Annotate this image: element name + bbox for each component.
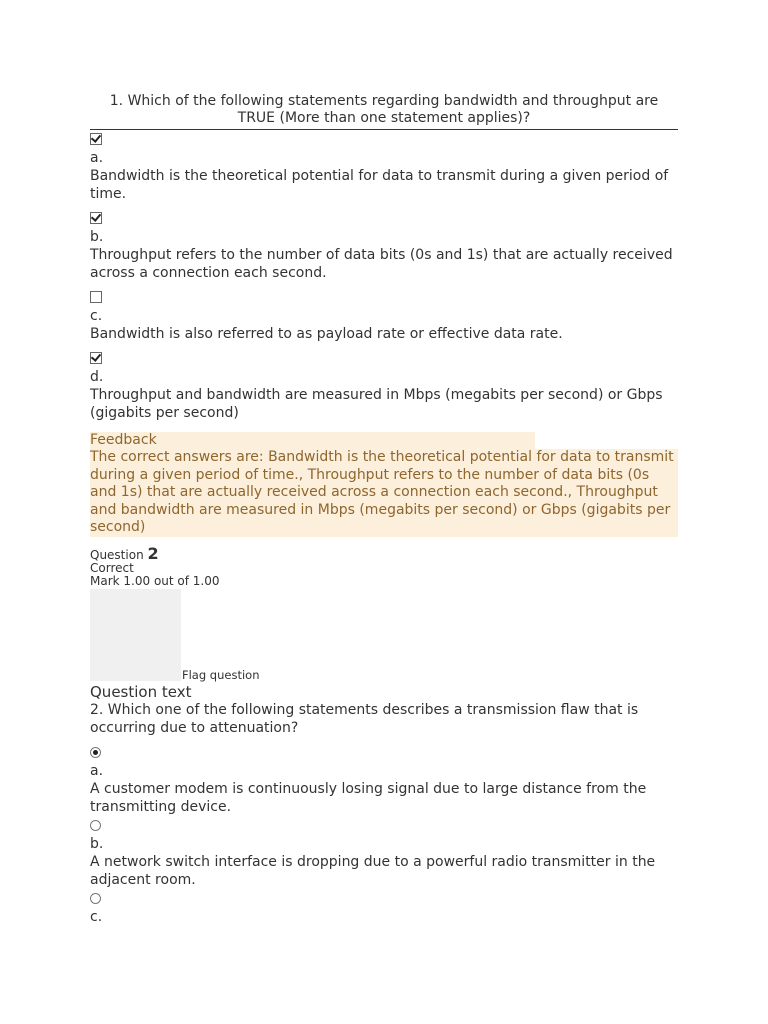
q2-option-c-letter: c. [90,908,103,925]
q1-option-a-checkbox[interactable] [90,133,102,145]
flag-question-row[interactable] [90,589,678,681]
question-2-info [90,543,678,588]
q2-option-a-letter: a. [90,762,104,779]
q1-option-d-letter: d. [90,369,104,385]
q2-option-b-radio[interactable] [90,820,101,831]
q2-option-a [90,747,678,816]
q1-option-d-text: Throughput and bandwidth are measured in Mbps (megabits per second) or Gbps (gigabits per second) [90,387,663,421]
q1-option-b-text: Throughput refers to the number of data bits (0s and 1s) that are actually received across a connection each second. [90,247,673,281]
quiz-review [90,93,678,926]
question-2-text: 2. Which one of the following statements describes a transmission flaw that is occurring due to attenuation? [90,701,639,736]
q2-option-c [90,893,678,926]
q1-option-c-letter: c. [90,308,103,324]
flag-question-link[interactable]: Flag question [182,667,260,682]
q2-option-b-letter: b. [90,835,104,852]
question-text-heading: Question text [90,682,192,701]
q1-option-b-checkbox[interactable] [90,212,102,224]
q2-option-b [90,820,678,889]
feedback-heading: Feedback [90,432,535,449]
q1-option-c [90,291,678,343]
q1-option-d [90,352,678,422]
flag-icon[interactable] [90,589,181,681]
q2-option-a-radio[interactable] [90,747,101,758]
q2-option-a-text: A customer modem is continuously losing signal due to large distance from the transmitting device. [90,780,647,815]
q1-option-a [90,133,678,203]
q2-option-b-text: A network switch interface is dropping due to a powerful radio transmitter in the adjacent room. [90,853,656,888]
question-number: 2 [147,543,159,563]
q1-option-b-letter: b. [90,229,104,245]
question-status: Correct [90,560,134,575]
q1-option-a-text: Bandwidth is the theoretical potential for data to transmit during a given period of time. [90,168,669,202]
question-mark: Mark 1.00 out of 1.00 [90,573,220,588]
q1-option-c-checkbox[interactable] [90,291,102,303]
question-2-number-line [90,543,678,563]
q2-option-c-radio[interactable] [90,893,101,904]
q1-option-c-text: Bandwidth is also referred to as payload rate or effective data rate. [90,326,563,342]
q1-option-d-checkbox[interactable] [90,352,102,364]
feedback-text: The correct answers are: Bandwidth is the theoretical potential for data to transmit during a given period of time., Throughput refers to the number of data bits (0s and 1s) that are actually received across a connection each second., Throughput and bandwidth are measured in Mbps (megabits per second) or Gbps (gigabits per second) [90,449,678,537]
q1-option-a-letter: a. [90,150,104,166]
question-label: Question [90,547,144,562]
q1-option-b [90,212,678,282]
question-1-text: 1. Which of the following statements regarding bandwidth and throughput are TRUE (More than one statement applies)? [90,93,678,130]
